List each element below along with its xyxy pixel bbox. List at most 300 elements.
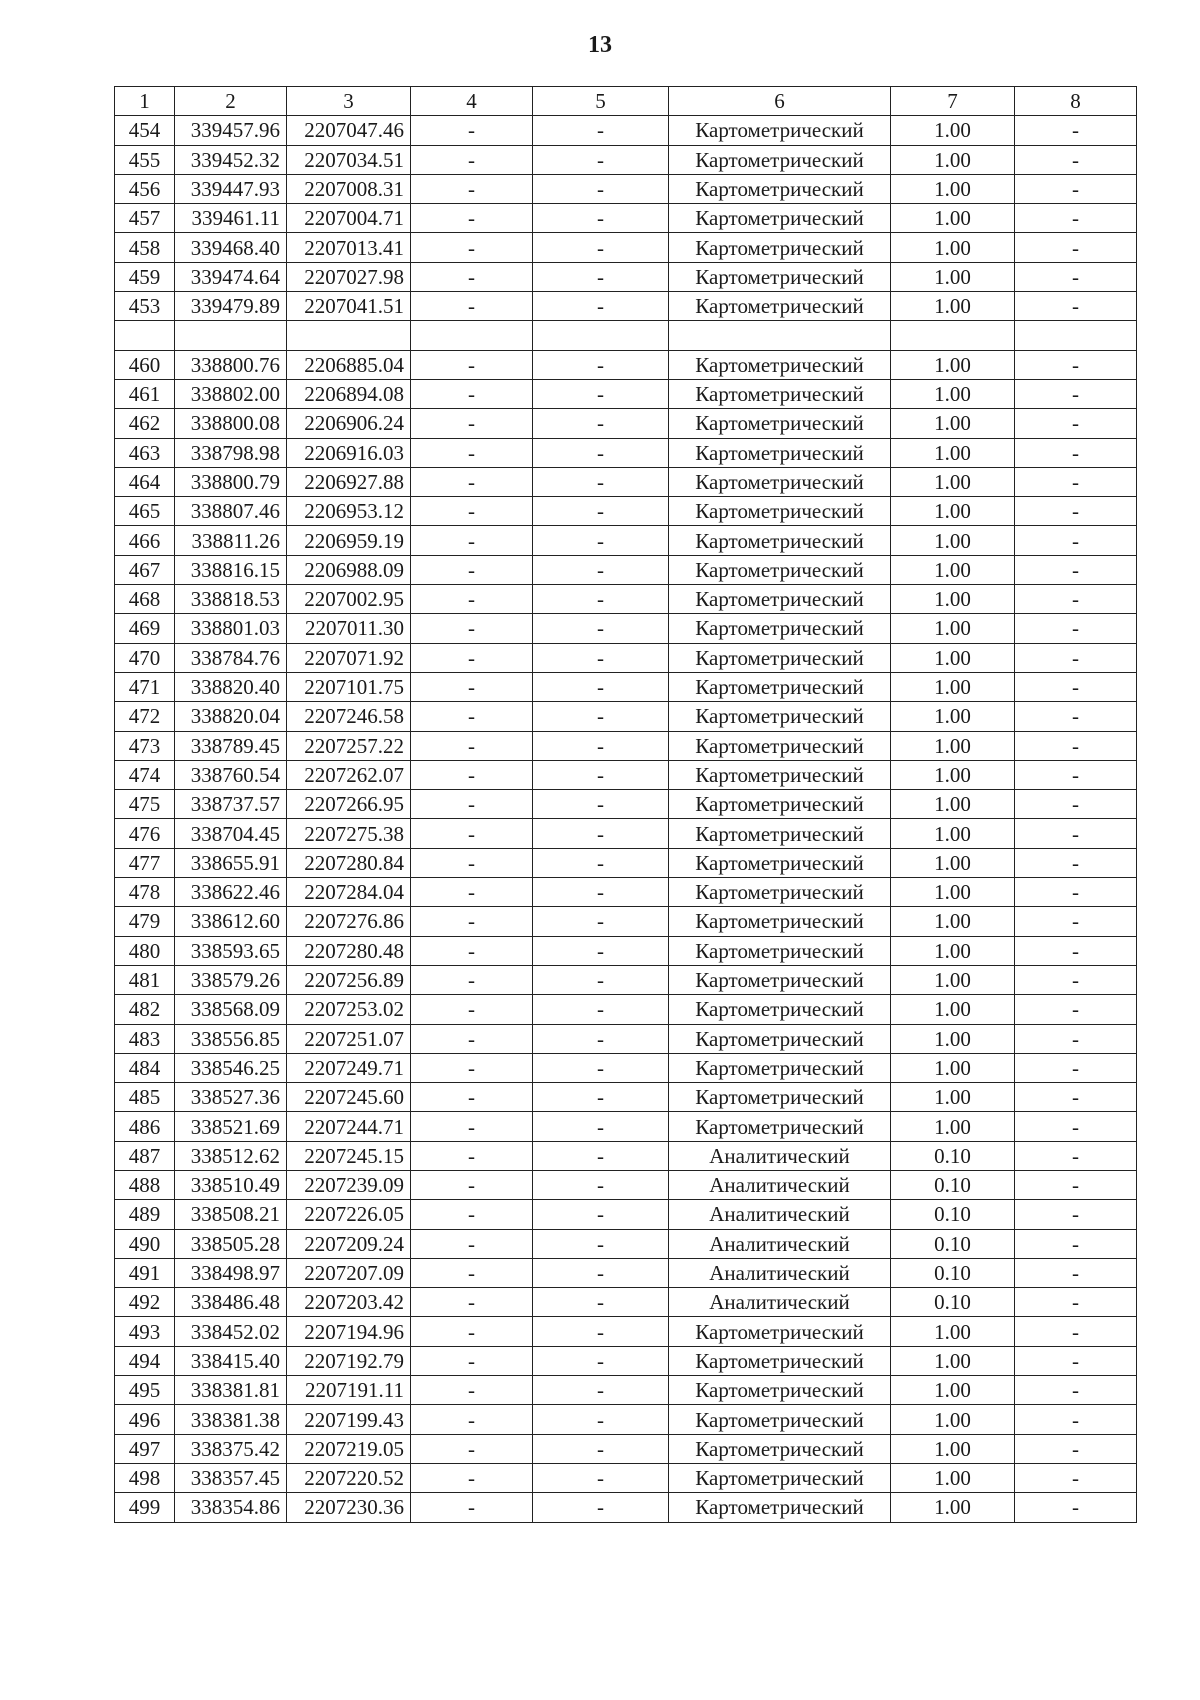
method-cell: Картометрический [669,409,891,438]
column-4-cell: - [411,936,533,965]
x-coordinate-cell: 338486.48 [175,1288,287,1317]
y-coordinate-cell: 2207194.96 [287,1317,411,1346]
column-4-cell: - [411,760,533,789]
column-8-cell: - [1015,262,1137,291]
method-cell: Картометрический [669,790,891,819]
column-5-cell: - [533,965,669,994]
column-8-cell: - [1015,995,1137,1024]
y-coordinate-cell: 2207013.41 [287,233,411,262]
table-separator-row [115,321,1137,350]
column-5-cell: - [533,702,669,731]
column-4-cell: - [411,262,533,291]
y-coordinate-cell: 2207192.79 [287,1346,411,1375]
x-coordinate-cell: 339457.96 [175,116,287,145]
column-4-cell: - [411,1083,533,1112]
y-coordinate-cell: 2207256.89 [287,965,411,994]
y-coordinate-cell: 2207257.22 [287,731,411,760]
accuracy-cell: 1.00 [891,1405,1015,1434]
column-8-cell: - [1015,116,1137,145]
column-8-cell: - [1015,702,1137,731]
column-5-cell: - [533,1083,669,1112]
column-4-cell: - [411,848,533,877]
table-row [115,614,1137,643]
accuracy-cell: 1.00 [891,497,1015,526]
method-cell: Картометрический [669,1463,891,1492]
column-8-cell: - [1015,1170,1137,1199]
column-4-cell: - [411,1376,533,1405]
column-5-cell: - [533,1376,669,1405]
y-coordinate-cell: 2207011.30 [287,614,411,643]
x-coordinate-cell: 338375.42 [175,1434,287,1463]
point-number-cell: 480 [115,936,175,965]
method-cell: Аналитический [669,1141,891,1170]
x-coordinate-cell: 338512.62 [175,1141,287,1170]
column-8-cell: - [1015,907,1137,936]
column-5-cell: - [533,1024,669,1053]
x-coordinate-cell: 338508.21 [175,1200,287,1229]
point-number-cell: 494 [115,1346,175,1375]
x-coordinate-cell: 338807.46 [175,497,287,526]
column-4-cell: - [411,555,533,584]
x-coordinate-cell: 338784.76 [175,643,287,672]
column-8-cell: - [1015,497,1137,526]
column-5-cell: - [533,262,669,291]
point-number-cell: 473 [115,731,175,760]
column-5-cell: - [533,350,669,379]
column-5-cell: - [533,643,669,672]
accuracy-cell: 1.00 [891,995,1015,1024]
column-4-cell: - [411,1405,533,1434]
column-8-cell [1015,321,1137,350]
method-cell: Картометрический [669,995,891,1024]
column-5-cell: - [533,790,669,819]
column-8-cell: - [1015,1024,1137,1053]
table-row [115,878,1137,907]
point-number-cell: 470 [115,643,175,672]
accuracy-cell: 1.00 [891,526,1015,555]
column-5-cell: - [533,907,669,936]
y-coordinate-cell: 2207244.71 [287,1112,411,1141]
method-cell: Картометрический [669,672,891,701]
method-cell: Картометрический [669,1053,891,1082]
column-5-cell: - [533,467,669,496]
table-row [115,555,1137,584]
y-coordinate-cell: 2206959.19 [287,526,411,555]
table-row [115,643,1137,672]
column-5-cell: - [533,614,669,643]
y-coordinate-cell: 2206906.24 [287,409,411,438]
method-cell: Картометрический [669,1083,891,1112]
accuracy-cell: 1.00 [891,292,1015,321]
accuracy-cell: 1.00 [891,438,1015,467]
column-4-cell: - [411,1229,533,1258]
column-5-cell: - [533,1053,669,1082]
table-row [115,1053,1137,1082]
x-coordinate-cell: 339474.64 [175,262,287,291]
table-row [115,467,1137,496]
page-number: 13 [588,32,612,58]
accuracy-cell: 1.00 [891,379,1015,408]
y-coordinate-cell: 2207002.95 [287,585,411,614]
column-4-cell: - [411,1112,533,1141]
column-8-cell: - [1015,379,1137,408]
column-4-cell: - [411,614,533,643]
accuracy-cell: 1.00 [891,1493,1015,1522]
column-5-cell: - [533,731,669,760]
point-number-cell: 481 [115,965,175,994]
column-8-cell: - [1015,1493,1137,1522]
accuracy-cell: 0.10 [891,1258,1015,1287]
column-4-cell: - [411,1288,533,1317]
y-coordinate-cell: 2206885.04 [287,350,411,379]
x-coordinate-cell: 338556.85 [175,1024,287,1053]
point-number-cell: 465 [115,497,175,526]
column-5-cell: - [533,145,669,174]
y-coordinate-cell: 2206916.03 [287,438,411,467]
column-5-cell: - [533,204,669,233]
column-8-cell: - [1015,1258,1137,1287]
column-5-cell: - [533,760,669,789]
point-number-cell: 484 [115,1053,175,1082]
column-8-cell: - [1015,1112,1137,1141]
method-cell: Картометрический [669,204,891,233]
column-8-cell: - [1015,1463,1137,1492]
point-number-cell: 474 [115,760,175,789]
column-5-cell: - [533,585,669,614]
column-header: 2 [175,87,287,116]
column-header: 1 [115,87,175,116]
column-header: 4 [411,87,533,116]
column-4-cell: - [411,790,533,819]
column-5-cell: - [533,116,669,145]
point-number-cell: 457 [115,204,175,233]
column-8-cell: - [1015,526,1137,555]
point-number-cell: 468 [115,585,175,614]
column-4-cell: - [411,409,533,438]
point-number-cell: 454 [115,116,175,145]
column-8-cell: - [1015,965,1137,994]
y-coordinate-cell: 2207251.07 [287,1024,411,1053]
point-number-cell: 496 [115,1405,175,1434]
point-number-cell: 495 [115,1376,175,1405]
x-coordinate-cell: 338381.81 [175,1376,287,1405]
column-8-cell: - [1015,643,1137,672]
column-4-cell: - [411,1317,533,1346]
y-coordinate-cell: 2207284.04 [287,878,411,907]
table-row [115,672,1137,701]
column-4-cell: - [411,1493,533,1522]
column-5-cell: - [533,292,669,321]
column-4-cell: - [411,1434,533,1463]
method-cell: Картометрический [669,1434,891,1463]
x-coordinate-cell: 338789.45 [175,731,287,760]
x-coordinate-cell: 338816.15 [175,555,287,584]
y-coordinate-cell: 2207027.98 [287,262,411,291]
y-coordinate-cell: 2207226.05 [287,1200,411,1229]
column-8-cell: - [1015,1288,1137,1317]
y-coordinate-cell: 2207230.36 [287,1493,411,1522]
x-coordinate-cell: 338800.79 [175,467,287,496]
column-4-cell: - [411,643,533,672]
point-number-cell: 464 [115,467,175,496]
y-coordinate-cell: 2207008.31 [287,174,411,203]
table-row [115,760,1137,789]
x-coordinate-cell: 338579.26 [175,965,287,994]
column-5-cell: - [533,379,669,408]
point-number-cell: 489 [115,1200,175,1229]
accuracy-cell: 1.00 [891,819,1015,848]
x-coordinate-cell: 338568.09 [175,995,287,1024]
column-5-cell: - [533,233,669,262]
column-4-cell: - [411,467,533,496]
column-5-cell: - [533,1434,669,1463]
table-row [115,1170,1137,1199]
table-row [115,1024,1137,1053]
column-5-cell: - [533,995,669,1024]
x-coordinate-cell: 338612.60 [175,907,287,936]
accuracy-cell: 1.00 [891,1053,1015,1082]
point-number-cell: 490 [115,1229,175,1258]
column-8-cell: - [1015,1376,1137,1405]
table-row [115,731,1137,760]
x-coordinate-cell: 338527.36 [175,1083,287,1112]
column-4-cell: - [411,1053,533,1082]
column-5-cell: - [533,672,669,701]
x-coordinate-cell: 338546.25 [175,1053,287,1082]
column-4-cell: - [411,819,533,848]
column-4-cell: - [411,965,533,994]
x-coordinate-cell: 338811.26 [175,526,287,555]
method-cell: Картометрический [669,145,891,174]
column-4-cell: - [411,438,533,467]
table-row [115,702,1137,731]
column-5-cell: - [533,1288,669,1317]
column-5-cell: - [533,1405,669,1434]
x-coordinate-cell: 338798.98 [175,438,287,467]
method-cell: Картометрический [669,1493,891,1522]
accuracy-cell: 0.10 [891,1170,1015,1199]
y-coordinate-cell: 2207203.42 [287,1288,411,1317]
y-coordinate-cell: 2207004.71 [287,204,411,233]
table-row [115,1200,1137,1229]
method-cell: Картометрический [669,379,891,408]
table-row [115,204,1137,233]
column-8-cell: - [1015,174,1137,203]
method-cell: Картометрический [669,878,891,907]
column-8-cell: - [1015,731,1137,760]
method-cell: Картометрический [669,467,891,496]
column-5-cell: - [533,1493,669,1522]
point-number-cell: 493 [115,1317,175,1346]
x-coordinate-cell: 338820.04 [175,702,287,731]
column-5-cell: - [533,174,669,203]
column-5-cell: - [533,497,669,526]
column-5-cell: - [533,409,669,438]
column-4-cell: - [411,1200,533,1229]
y-coordinate-cell: 2207266.95 [287,790,411,819]
point-number-cell: 485 [115,1083,175,1112]
accuracy-cell: 1.00 [891,790,1015,819]
column-4-cell: - [411,1258,533,1287]
column-8-cell: - [1015,878,1137,907]
column-8-cell: - [1015,409,1137,438]
accuracy-cell: 1.00 [891,409,1015,438]
accuracy-cell: 1.00 [891,1346,1015,1375]
table-row [115,1434,1137,1463]
x-coordinate-cell: 338452.02 [175,1317,287,1346]
column-4-cell: - [411,1024,533,1053]
method-cell: Картометрический [669,907,891,936]
y-coordinate-cell: 2207275.38 [287,819,411,848]
table-row [115,1463,1137,1492]
method-cell: Картометрический [669,643,891,672]
method-cell: Аналитический [669,1229,891,1258]
column-8-cell: - [1015,350,1137,379]
x-coordinate-cell: 338505.28 [175,1229,287,1258]
x-coordinate-cell: 338802.00 [175,379,287,408]
point-number-cell: 482 [115,995,175,1024]
method-cell: Картометрический [669,614,891,643]
column-5-cell: - [533,1317,669,1346]
accuracy-cell: 0.10 [891,1200,1015,1229]
method-cell: Картометрический [669,1346,891,1375]
table-row [115,1493,1137,1522]
point-number-cell: 458 [115,233,175,262]
column-5-cell: - [533,555,669,584]
method-cell: Картометрический [669,233,891,262]
method-cell: Картометрический [669,1405,891,1434]
table-row [115,1141,1137,1170]
column-header: 5 [533,87,669,116]
accuracy-cell: 1.00 [891,848,1015,877]
table-row [115,526,1137,555]
accuracy-cell: 1.00 [891,672,1015,701]
accuracy-cell [891,321,1015,350]
y-coordinate-cell: 2206988.09 [287,555,411,584]
method-cell: Картометрический [669,819,891,848]
point-number-cell: 491 [115,1258,175,1287]
column-4-cell: - [411,526,533,555]
column-header: 3 [287,87,411,116]
point-number-cell: 492 [115,1288,175,1317]
table-row [115,1376,1137,1405]
table-row [115,790,1137,819]
method-cell: Картометрический [669,702,891,731]
table-row [115,1112,1137,1141]
column-4-cell: - [411,878,533,907]
accuracy-cell: 1.00 [891,116,1015,145]
column-5-cell: - [533,819,669,848]
method-cell: Картометрический [669,1024,891,1053]
column-8-cell: - [1015,585,1137,614]
y-coordinate-cell: 2207219.05 [287,1434,411,1463]
point-number-cell: 483 [115,1024,175,1053]
y-coordinate-cell: 2207034.51 [287,145,411,174]
y-coordinate-cell: 2207280.48 [287,936,411,965]
accuracy-cell: 1.00 [891,965,1015,994]
method-cell: Картометрический [669,965,891,994]
table-row [115,936,1137,965]
accuracy-cell: 0.10 [891,1141,1015,1170]
point-number-cell: 462 [115,409,175,438]
column-8-cell: - [1015,1083,1137,1112]
column-8-cell: - [1015,1200,1137,1229]
method-cell: Картометрический [669,292,891,321]
method-cell: Аналитический [669,1170,891,1199]
accuracy-cell: 1.00 [891,1434,1015,1463]
column-8-cell: - [1015,1229,1137,1258]
method-cell: Картометрический [669,526,891,555]
column-header: 6 [669,87,891,116]
column-8-cell: - [1015,848,1137,877]
column-5-cell: - [533,1258,669,1287]
y-coordinate-cell: 2207209.24 [287,1229,411,1258]
column-5-cell: - [533,936,669,965]
accuracy-cell: 1.00 [891,643,1015,672]
y-coordinate-cell: 2207101.75 [287,672,411,701]
method-cell: Картометрический [669,585,891,614]
y-coordinate-cell: 2206953.12 [287,497,411,526]
x-coordinate-cell: 338381.38 [175,1405,287,1434]
x-coordinate-cell: 338737.57 [175,790,287,819]
accuracy-cell: 1.00 [891,878,1015,907]
point-number-cell: 461 [115,379,175,408]
column-4-cell: - [411,204,533,233]
x-coordinate-cell: 338704.45 [175,819,287,848]
x-coordinate-cell: 338498.97 [175,1258,287,1287]
accuracy-cell: 1.00 [891,555,1015,584]
accuracy-cell: 1.00 [891,1376,1015,1405]
column-header: 7 [891,87,1015,116]
column-4-cell: - [411,1141,533,1170]
column-4-cell: - [411,1170,533,1199]
point-number-cell: 478 [115,878,175,907]
accuracy-cell: 1.00 [891,1112,1015,1141]
method-cell: Картометрический [669,350,891,379]
column-4-cell: - [411,1463,533,1492]
method-cell: Картометрический [669,1112,891,1141]
column-4-cell: - [411,350,533,379]
column-4-cell: - [411,907,533,936]
table-row [115,379,1137,408]
column-5-cell: - [533,1112,669,1141]
x-coordinate-cell: 338593.65 [175,936,287,965]
method-cell: Картометрический [669,116,891,145]
column-5-cell: - [533,438,669,467]
table-row [115,116,1137,145]
column-5-cell: - [533,1346,669,1375]
table-row [115,409,1137,438]
column-4-cell: - [411,233,533,262]
accuracy-cell: 1.00 [891,174,1015,203]
method-cell: Аналитический [669,1288,891,1317]
x-coordinate-cell: 338820.40 [175,672,287,701]
table-row [115,819,1137,848]
accuracy-cell: 1.00 [891,1024,1015,1053]
y-coordinate-cell: 2207262.07 [287,760,411,789]
y-coordinate-cell: 2206894.08 [287,379,411,408]
accuracy-cell: 1.00 [891,350,1015,379]
point-number-cell: 455 [115,145,175,174]
x-coordinate-cell: 338510.49 [175,1170,287,1199]
column-4-cell: - [411,672,533,701]
x-coordinate-cell: 338800.76 [175,350,287,379]
point-number-cell: 477 [115,848,175,877]
column-5-cell: - [533,1463,669,1492]
point-number-cell: 488 [115,1170,175,1199]
column-8-cell: - [1015,292,1137,321]
y-coordinate-cell: 2207245.60 [287,1083,411,1112]
